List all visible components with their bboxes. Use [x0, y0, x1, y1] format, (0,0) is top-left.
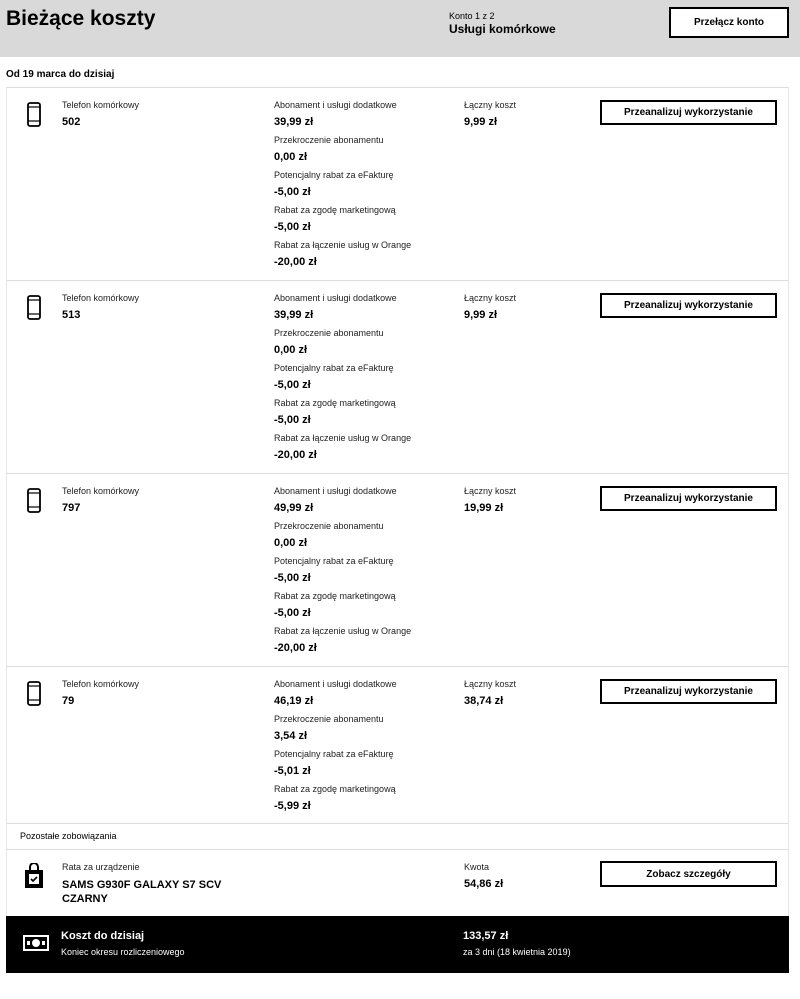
cost-item-value: -5,99 zł	[274, 800, 311, 812]
line-row	[6, 666, 789, 823]
line-total-label: Łączny koszt	[464, 679, 517, 689]
shopping-bag-icon	[24, 863, 44, 889]
cost-item-value: 0,00 zł	[274, 151, 308, 163]
cost-item-value: 0,00 zł	[274, 344, 308, 356]
cost-item-value: -5,00 zł	[274, 607, 311, 619]
cost-item-value: 46,19 zł	[274, 695, 314, 707]
phone-icon	[27, 681, 41, 706]
cost-item-label: Potencjalny rabat za eFakturę	[274, 363, 394, 373]
cost-item-label: Abonament i usługi dodatkowe	[274, 486, 397, 496]
analyze-usage-button[interactable]: Przeanalizuj wykorzystanie	[600, 100, 777, 125]
analyze-usage-button[interactable]: Przeanalizuj wykorzystanie	[600, 293, 777, 318]
cost-item-label: Przekroczenie abonamentu	[274, 135, 384, 145]
cost-item-label: Rabat za łączenie usług w Orange	[274, 626, 412, 636]
device-installment-row	[6, 849, 789, 916]
line-total-label: Łączny koszt	[464, 486, 517, 496]
amount-label: Kwota	[464, 862, 490, 872]
line-total-value: 9,99 zł	[464, 309, 498, 321]
cost-item-label: Rabat za zgodę marketingową	[274, 205, 396, 215]
phone-number: 513	[62, 309, 81, 321]
account-name: Usługi komórkowe	[449, 22, 556, 36]
amount-value: 54,86 zł	[464, 878, 504, 890]
cost-item-label: Rabat za zgodę marketingową	[274, 784, 396, 794]
phone-icon	[27, 488, 41, 513]
line-total-value: 19,99 zł	[464, 502, 504, 514]
cost-item-value: 39,99 zł	[274, 309, 314, 321]
line-total-value: 9,99 zł	[464, 116, 498, 128]
phone-number: 797	[62, 502, 81, 514]
total-sub-label: Koniec okresu rozliczeniowego	[61, 947, 185, 957]
phone-icon	[27, 102, 41, 127]
analyze-usage-button[interactable]: Przeanalizuj wykorzystanie	[600, 486, 777, 511]
cost-item-value: -20,00 zł	[274, 642, 317, 654]
cost-item-label: Potencjalny rabat za eFakturę	[274, 556, 394, 566]
cost-item-label: Przekroczenie abonamentu	[274, 521, 384, 531]
phone-number: 502	[62, 116, 81, 128]
line-row	[6, 87, 789, 280]
cost-item-label: Rabat za zgodę marketingową	[274, 591, 396, 601]
cost-item-value: 49,99 zł	[274, 502, 314, 514]
cost-item-value: 39,99 zł	[274, 116, 314, 128]
account-counter: Konto 1 z 2	[449, 11, 495, 21]
phone-number: 79	[62, 695, 75, 707]
line-type-label: Telefon komórkowy	[62, 293, 140, 303]
device-label: Rata za urządzenie	[62, 862, 140, 872]
line-total-label: Łączny koszt	[464, 293, 517, 303]
cost-item-label: Rabat za łączenie usług w Orange	[274, 240, 412, 250]
total-due-date: za 3 dni (18 kwietnia 2019)	[463, 947, 571, 957]
analyze-usage-button[interactable]: Przeanalizuj wykorzystanie	[600, 679, 777, 704]
cost-item-label: Przekroczenie abonamentu	[274, 714, 384, 724]
total-label: Koszt do dzisiaj	[61, 930, 145, 942]
line-total-label: Łączny koszt	[464, 100, 517, 110]
line-type-label: Telefon komórkowy	[62, 486, 140, 496]
cost-item-label: Przekroczenie abonamentu	[274, 328, 384, 338]
cost-item-value: 3,54 zł	[274, 730, 308, 742]
device-name: SAMS G930F GALAXY S7 SCV CZARNY	[62, 879, 222, 905]
cost-item-value: -20,00 zł	[274, 256, 317, 268]
cost-item-label: Rabat za łączenie usług w Orange	[274, 433, 412, 443]
line-type-label: Telefon komórkowy	[62, 100, 140, 110]
cost-item-label: Abonament i usługi dodatkowe	[274, 679, 397, 689]
cost-item-value: 0,00 zł	[274, 537, 308, 549]
banknote-icon	[22, 934, 50, 952]
cost-item-label: Abonament i usługi dodatkowe	[274, 293, 397, 303]
other-obligations-title: Pozostałe zobowiązania	[20, 831, 117, 841]
cost-item-label: Potencjalny rabat za eFakturę	[274, 170, 394, 180]
line-row	[6, 473, 789, 666]
cost-item-value: -5,00 zł	[274, 186, 311, 198]
other-obligations-header	[6, 823, 789, 849]
total-value: 133,57 zł	[463, 930, 509, 942]
cost-item-value: -5,00 zł	[274, 221, 311, 233]
cost-item-label: Potencjalny rabat za eFakturę	[274, 749, 394, 759]
switch-account-button[interactable]: Przełącz konto	[669, 7, 789, 38]
page-header	[0, 0, 800, 57]
cost-item-value: -5,00 zł	[274, 379, 311, 391]
line-total-value: 38,74 zł	[464, 695, 504, 707]
cost-item-value: -5,00 zł	[274, 572, 311, 584]
line-row	[6, 280, 789, 473]
line-type-label: Telefon komórkowy	[62, 679, 140, 689]
total-cost-bar	[6, 916, 789, 973]
cost-item-value: -5,01 zł	[274, 765, 311, 777]
page-title: Bieżące koszty	[6, 7, 156, 30]
phone-icon	[27, 295, 41, 320]
cost-item-value: -5,00 zł	[274, 414, 311, 426]
cost-item-label: Rabat za zgodę marketingową	[274, 398, 396, 408]
cost-item-label: Abonament i usługi dodatkowe	[274, 100, 397, 110]
cost-item-value: -20,00 zł	[274, 449, 317, 461]
billing-period: Od 19 marca do dzisiaj	[6, 69, 115, 80]
see-details-button[interactable]: Zobacz szczegóły	[600, 861, 777, 887]
